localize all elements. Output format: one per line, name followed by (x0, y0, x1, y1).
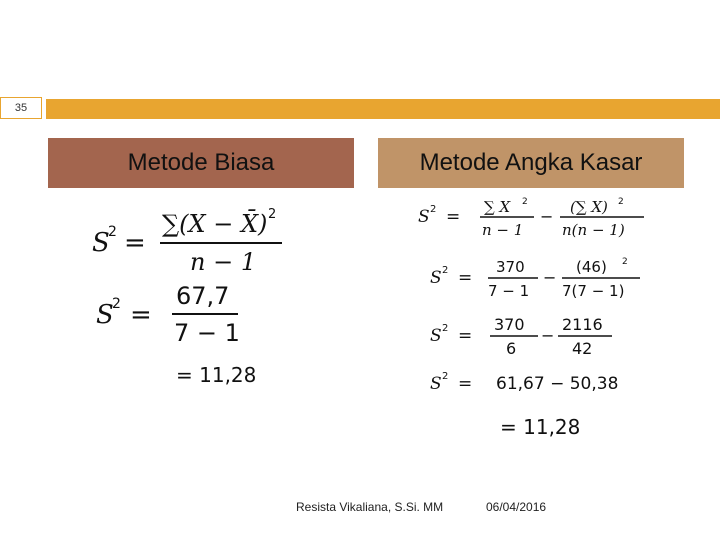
variance-symbol: S (92, 228, 110, 258)
footer-author: Resista Vikaliana, S.Si. MM (296, 500, 444, 514)
svg-text:=: = (124, 228, 146, 258)
svg-text:2: 2 (442, 265, 449, 276)
right-formula-1 (418, 197, 644, 239)
svg-text:2: 2 (442, 323, 449, 334)
svg-text:2: 2 (522, 197, 528, 207)
denominator: n − 1 (190, 248, 257, 276)
svg-text:S: S (430, 268, 442, 288)
svg-text:=: = (458, 326, 473, 346)
numerator-value: 67,7 (176, 282, 230, 310)
line2-num-b: (46) (576, 258, 607, 276)
svg-text:S: S (96, 300, 114, 330)
svg-text:−: − (541, 326, 555, 345)
line1-den-b: n(n − 1) (562, 221, 625, 239)
left-header-label: Metode Biasa (127, 149, 275, 176)
svg-text:2: 2 (442, 371, 449, 382)
line3-den-a: 6 (506, 339, 517, 358)
svg-text:S: S (430, 326, 442, 346)
line2-num-a: 370 (496, 258, 525, 276)
svg-text:2: 2 (618, 197, 624, 207)
svg-text:2: 2 (622, 257, 628, 267)
line1-num-a: ∑ X (484, 198, 511, 216)
svg-text:−: − (540, 207, 554, 226)
left-formula-2 (96, 282, 240, 347)
left-result: = 11,28 (176, 363, 257, 387)
line1-den-a: n − 1 (482, 221, 524, 239)
left-formula-1 (92, 207, 282, 276)
svg-text:2: 2 (112, 296, 121, 312)
svg-text:−: − (543, 268, 557, 287)
svg-text:=: = (458, 268, 473, 288)
line1-num-b: (∑ X) (570, 198, 608, 216)
right-formula-3 (430, 315, 612, 358)
svg-text:2: 2 (108, 224, 117, 240)
sum-expression: ∑(X − X̄) (162, 210, 268, 238)
line3-num-a: 370 (494, 315, 525, 334)
right-formula-4 (430, 371, 618, 394)
line2-den-a: 7 − 1 (488, 282, 530, 300)
svg-text:=: = (130, 300, 152, 330)
line2-den-b: 7(7 − 1) (562, 282, 625, 300)
right-formula-2 (430, 257, 640, 300)
right-result: = 11,28 (500, 415, 581, 439)
slide-number: 35 (0, 97, 42, 119)
svg-text:S: S (418, 207, 430, 227)
svg-text:2: 2 (430, 204, 437, 215)
svg-text:=: = (446, 207, 461, 227)
line3-den-b: 42 (572, 339, 593, 358)
svg-text:=: = (458, 374, 473, 394)
svg-text:S: S (430, 374, 442, 394)
line3-num-b: 2116 (562, 315, 603, 334)
svg-text:2: 2 (268, 207, 277, 222)
line4-expr: 61,67 − 50,38 (496, 374, 619, 394)
denominator-value: 7 − 1 (174, 319, 240, 347)
footer-date: 06/04/2016 (486, 500, 547, 514)
right-header-label: Metode Angka Kasar (419, 149, 643, 176)
